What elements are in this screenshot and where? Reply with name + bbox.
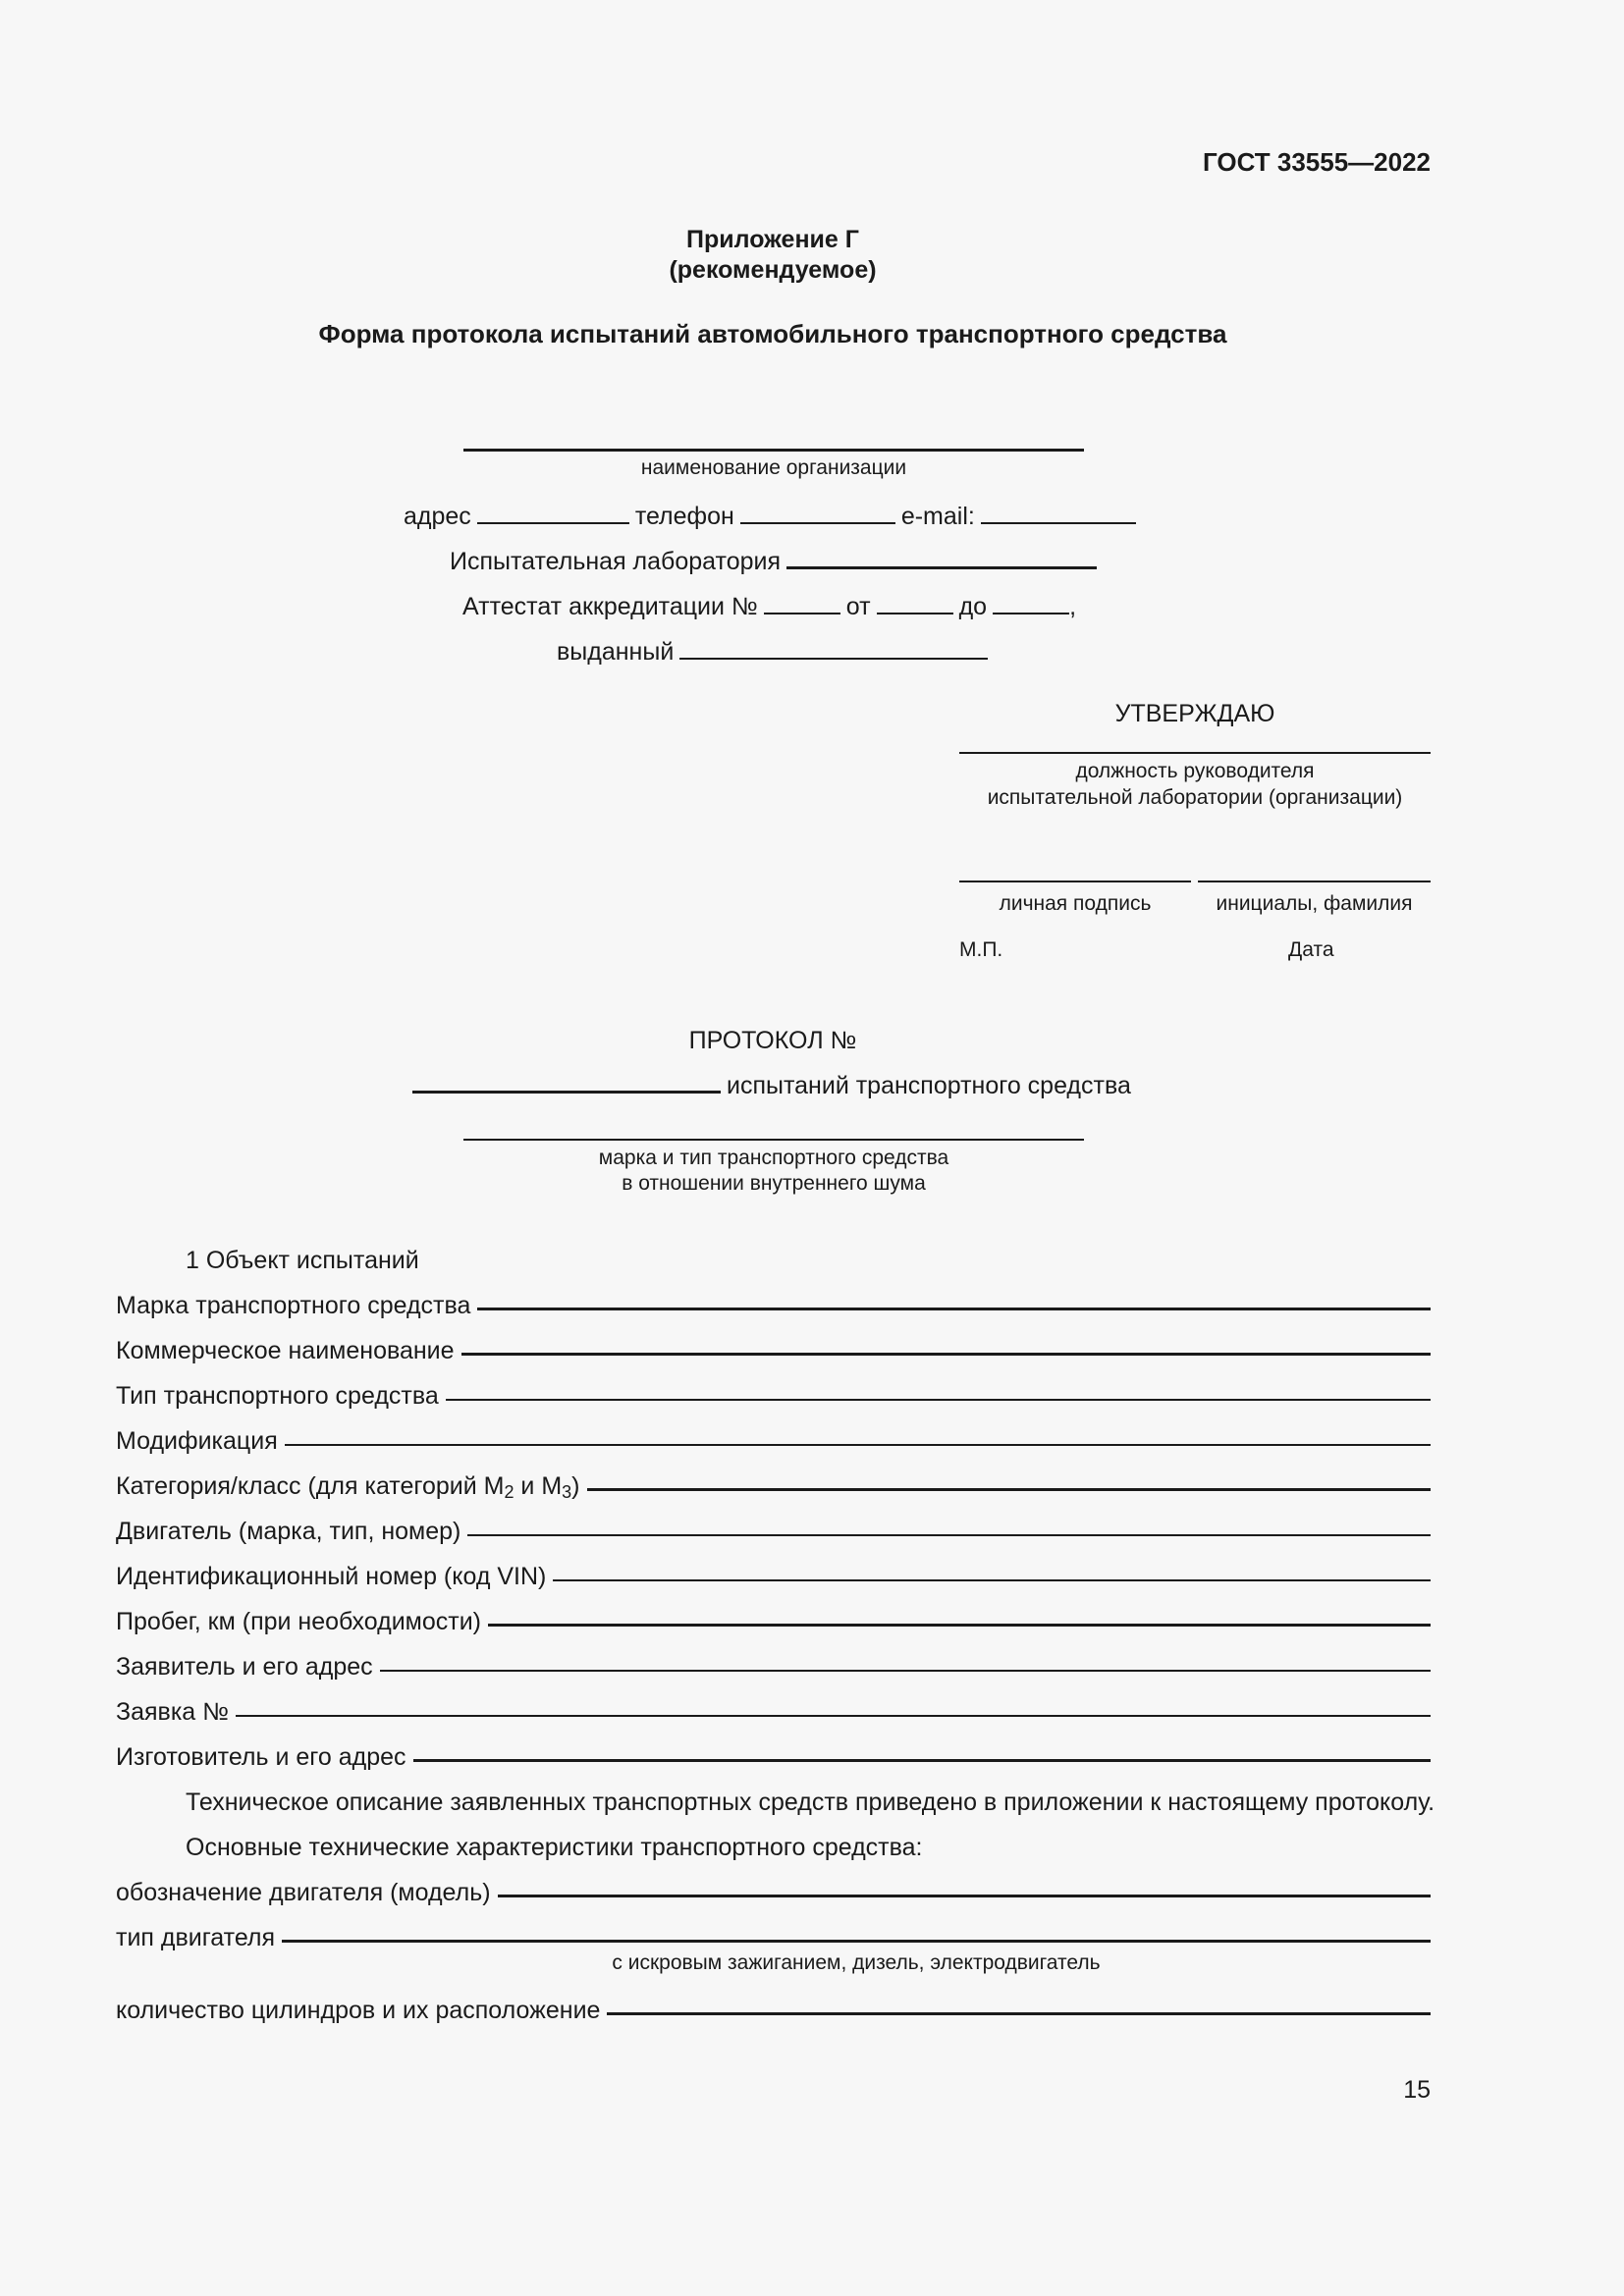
protocol-title: ПРОТОКОЛ № [688, 1027, 857, 1054]
issued-line [679, 657, 988, 660]
lab-row [450, 548, 1103, 576]
email-label: e-mail: [900, 503, 975, 530]
page-number: 15 [1403, 2076, 1431, 2104]
issued-label: выданный [557, 638, 675, 666]
main-specs: Основные технические характеристики транспортного средства: [186, 1834, 923, 1861]
protocol-tests-label: испытаний транспортного средства [727, 1072, 1131, 1099]
field-engine-designation: обозначение двигателя (модель) [116, 1879, 1431, 1907]
appendix-heading: Форма протокола испытаний автомобильного транспортного средства [318, 319, 1227, 348]
field-manufacturer: Изготовитель и его адрес [116, 1743, 1431, 1772]
lab-label: Испытательная лаборатория [450, 548, 781, 575]
lab-line [786, 565, 1097, 569]
position-caption-1: должность руководителя [1075, 760, 1315, 782]
org-name-line [463, 449, 1084, 452]
address-row [404, 503, 1142, 531]
accreditation-row [462, 593, 1076, 621]
field-commercial-name: Коммерческое наименование [116, 1337, 1431, 1365]
engine-type-caption: с искровым зажиганием, дизель, электродвигатель [612, 1951, 1101, 1974]
field-vin: Идентификационный номер (код VIN) [116, 1563, 1431, 1591]
seal-label: М.П. [959, 938, 1003, 961]
org-name-caption: наименование организации [640, 456, 907, 479]
field-brand: Марка транспортного средства [116, 1292, 1431, 1320]
field-category: Категория/класс (для категорий $M_2$ и $M_3$) [116, 1472, 1431, 1501]
signature-line [959, 881, 1191, 882]
vehicle-line [463, 1139, 1084, 1141]
to-line [993, 612, 1069, 614]
phone-line [740, 521, 895, 524]
vehicle-caption-1: марка и тип транспортного средства [598, 1147, 949, 1169]
tech-description: Техническое описание заявленных транспортных средств приведено в приложении к настоящему протоколу. [186, 1789, 1435, 1816]
accreditation-label: Аттестат аккредитации № [462, 593, 758, 620]
field-vehicle-type: Тип транспортного средства [116, 1382, 1431, 1411]
appendix-note: (рекомендуемое) [669, 256, 877, 284]
protocol-tests-line [412, 1090, 721, 1094]
signature-caption: личная подпись [999, 892, 1152, 915]
approve-label: УТВЕРЖДАЮ [1114, 700, 1275, 727]
phone-label: телефон [634, 503, 734, 530]
date-label: Дата [1288, 938, 1334, 961]
to-label: до [958, 593, 988, 620]
name-caption: инициалы, фамилия [1216, 892, 1413, 915]
field-application-number: Заявка № [116, 1698, 1431, 1727]
position-caption-2: испытательной лаборатории (организации) [987, 786, 1403, 809]
field-applicant: Заявитель и его адрес [116, 1653, 1431, 1682]
doc-number: ГОСТ 33555—2022 [1203, 147, 1431, 177]
name-line [1198, 881, 1431, 882]
from-line [877, 612, 953, 614]
field-modification: Модификация [116, 1427, 1431, 1456]
protocol-tests-row [412, 1072, 1131, 1100]
field-cylinders: количество цилиндров и их расположение [116, 1997, 1431, 2025]
issued-row [557, 638, 994, 667]
field-engine-type: тип двигателя [116, 1924, 1431, 1952]
position-line [959, 752, 1431, 754]
section1-heading: 1 Объект испытаний [186, 1247, 419, 1274]
appendix-title: Приложение Г [686, 226, 859, 253]
accreditation-number-line [764, 612, 840, 614]
address-label: адрес [404, 503, 471, 530]
comma: , [1069, 593, 1077, 620]
email-line [981, 521, 1136, 524]
from-label: от [845, 593, 871, 620]
vehicle-caption-2: в отношении внутреннего шума [622, 1172, 926, 1195]
field-mileage: Пробег, км (при необходимости) [116, 1608, 1431, 1636]
address-line [477, 521, 629, 524]
field-engine: Двигатель (марка, тип, номер) [116, 1518, 1431, 1546]
